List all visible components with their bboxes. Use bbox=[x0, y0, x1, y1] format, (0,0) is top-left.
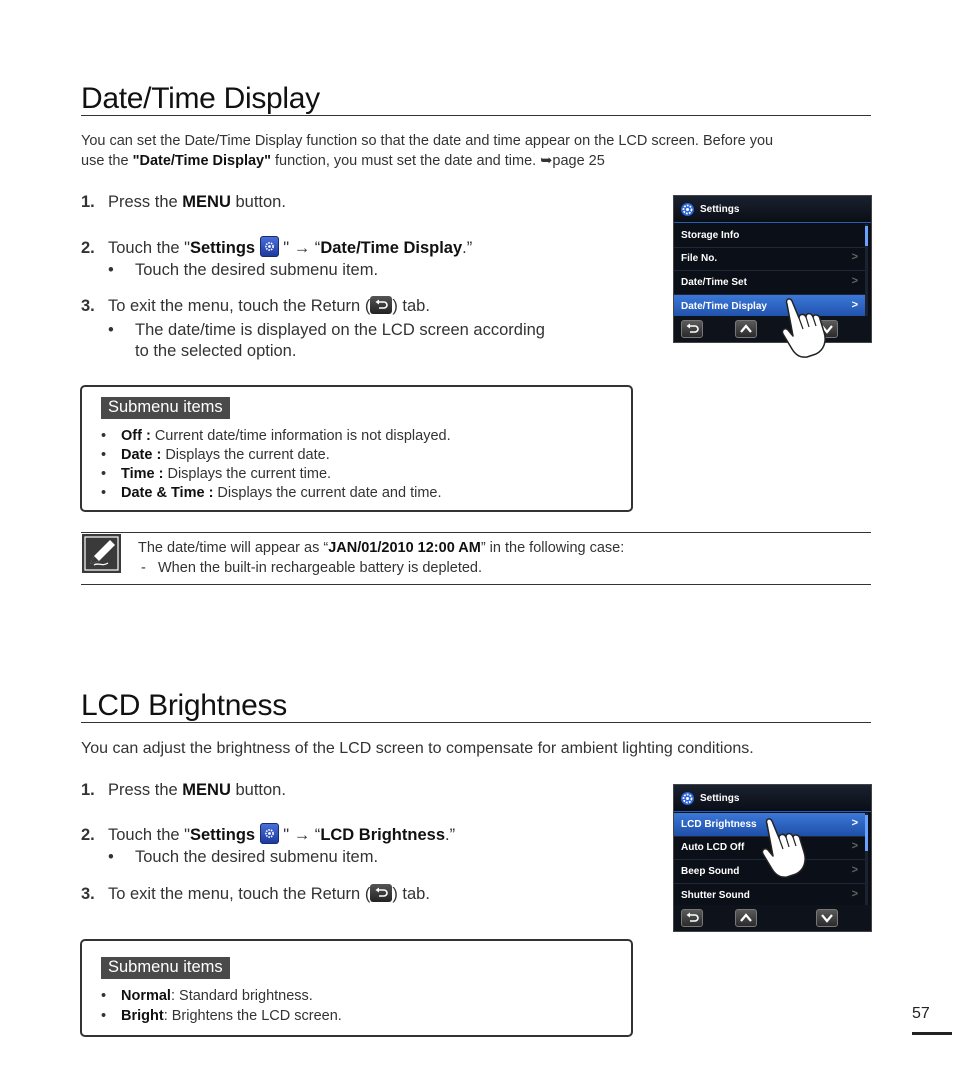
lcd-header-title: Settings bbox=[700, 204, 740, 215]
return-icon bbox=[370, 884, 392, 902]
sub-text: Touch the desired submenu item. bbox=[135, 261, 379, 279]
submenu-list bbox=[101, 427, 451, 503]
step-2 bbox=[81, 823, 455, 845]
note-default-date: JAN/01/2010 12:00 AM bbox=[328, 540, 481, 556]
step-text: " bbox=[278, 239, 294, 257]
sub-text: Touch the desired submenu item. bbox=[135, 848, 379, 866]
settings-gear-icon bbox=[260, 823, 279, 844]
step-number: 3. bbox=[81, 297, 95, 315]
intro-text: function, you must set the date and time. bbox=[271, 153, 541, 169]
sub-text: The date/time is displayed on the LCD screen according bbox=[135, 321, 545, 339]
chevron-down-icon bbox=[820, 912, 834, 924]
lcd-menu-item-label: Beep Sound bbox=[681, 866, 740, 877]
step-number: 1. bbox=[81, 193, 95, 211]
submenu-desc: : Standard brightness. bbox=[170, 988, 313, 1004]
submenu-items-badge: Submenu items bbox=[101, 397, 230, 419]
page-number-rule bbox=[912, 1032, 952, 1035]
step-text: Touch the " bbox=[108, 826, 190, 844]
submenu-desc: Displays the current date and time. bbox=[213, 485, 442, 501]
lcd-menu-item-label: LCD Brightness bbox=[681, 819, 757, 830]
bullet: • bbox=[108, 848, 114, 866]
arrow-icon: → bbox=[293, 826, 311, 844]
section-title-date-time-display: Date/Time Display bbox=[81, 82, 320, 115]
bullet: • bbox=[101, 447, 107, 463]
lcd-menu-item-label: File No. bbox=[681, 253, 718, 264]
lcd-menu-item-label: Storage Info bbox=[681, 230, 740, 241]
intro-line-1: You can set the Date/Time Display function so that the date and time appear on the LCD screen. Before you bbox=[81, 133, 774, 149]
lcd-footer bbox=[674, 905, 871, 931]
step-text: To exit the menu, touch the Return ( bbox=[108, 297, 371, 315]
note-top-rule bbox=[81, 532, 871, 533]
settings-gear-icon bbox=[260, 236, 279, 257]
lcd-menu-item-date-time-set[interactable] bbox=[674, 271, 866, 295]
step-text: button. bbox=[230, 193, 286, 211]
touch-hand-icon bbox=[755, 816, 815, 878]
step-text: " bbox=[278, 826, 294, 844]
lcd-settings-screenshot bbox=[673, 195, 872, 343]
submenu-term: Bright bbox=[121, 1008, 164, 1024]
step-number: 3. bbox=[81, 885, 95, 903]
lcd-scroll-down-button[interactable] bbox=[816, 909, 838, 927]
submenu-list bbox=[101, 986, 342, 1026]
chevron-right-icon: > bbox=[851, 864, 858, 876]
dash: - bbox=[141, 560, 146, 576]
note-bottom-rule bbox=[81, 584, 871, 585]
submenu-desc: Current date/time information is not displayed. bbox=[150, 428, 451, 444]
chevron-right-icon: > bbox=[851, 817, 858, 829]
intro-paragraph: You can adjust the brightness of the LCD screen to compensate for ambient lighting conditions. bbox=[81, 740, 754, 757]
menu-target-label: Date/Time Display bbox=[320, 239, 463, 257]
step-number: 2. bbox=[81, 826, 95, 844]
submenu-term: Time : bbox=[121, 466, 164, 482]
step-3 bbox=[81, 296, 430, 316]
note-item-text: When the built-in rechargeable battery is depleted. bbox=[158, 560, 483, 576]
lcd-return-button[interactable] bbox=[681, 320, 703, 338]
lcd-menu-item-label: Auto LCD Off bbox=[681, 842, 745, 853]
intro-bold: "Date/Time Display" bbox=[132, 153, 271, 169]
lcd-menu-item-storage-info[interactable] bbox=[674, 224, 866, 248]
step-text: Press the bbox=[108, 193, 183, 211]
bullet: • bbox=[101, 466, 107, 482]
return-icon bbox=[370, 296, 392, 314]
page-ref-arrow-icon: ➥ bbox=[540, 153, 553, 169]
submenu-box bbox=[80, 385, 633, 512]
bullet: • bbox=[101, 1008, 107, 1024]
submenu-item-off bbox=[101, 427, 451, 446]
note-text-part: ” in the following case: bbox=[480, 540, 625, 556]
step-3 bbox=[81, 884, 430, 904]
return-icon bbox=[685, 912, 699, 924]
lcd-header-title: Settings bbox=[700, 793, 740, 804]
step-text: “ bbox=[310, 826, 321, 844]
step-2-sub bbox=[108, 847, 378, 868]
gear-icon bbox=[680, 791, 695, 806]
step-2 bbox=[81, 236, 472, 258]
title-rule bbox=[81, 722, 871, 723]
lcd-footer bbox=[674, 316, 871, 342]
menu-button-label: MENU bbox=[182, 193, 231, 211]
submenu-box bbox=[80, 939, 633, 1037]
bullet: • bbox=[101, 428, 107, 444]
note-pencil-icon bbox=[82, 534, 121, 573]
chevron-right-icon: > bbox=[851, 251, 858, 263]
lcd-return-button[interactable] bbox=[681, 909, 703, 927]
lcd-menu-item-label: Date/Time Set bbox=[681, 277, 747, 288]
menu-target-label: LCD Brightness bbox=[320, 826, 445, 844]
step-text: “ bbox=[310, 239, 321, 257]
step-1 bbox=[81, 781, 286, 800]
intro-text: use the bbox=[81, 153, 133, 169]
chevron-right-icon: > bbox=[851, 888, 858, 900]
lcd-scroll-up-button[interactable] bbox=[735, 320, 757, 338]
submenu-term: Date : bbox=[121, 447, 162, 463]
sub-text: to the selected option. bbox=[135, 342, 297, 360]
settings-label: Settings bbox=[190, 239, 256, 257]
submenu-item-date-and-time bbox=[101, 484, 451, 503]
submenu-term: Date & Time : bbox=[121, 485, 214, 501]
lcd-menu-item-label: Shutter Sound bbox=[681, 890, 750, 901]
step-text: .” bbox=[445, 826, 456, 844]
step-text: To exit the menu, touch the Return ( bbox=[108, 885, 371, 903]
step-text: button. bbox=[230, 781, 286, 799]
return-icon bbox=[685, 323, 699, 335]
step-number: 2. bbox=[81, 239, 95, 257]
chevron-up-icon bbox=[739, 323, 753, 335]
gear-icon bbox=[680, 202, 695, 217]
lcd-menu-item-file-no[interactable] bbox=[674, 247, 866, 271]
page-reference: page 25 bbox=[552, 153, 605, 169]
submenu-item-time bbox=[101, 465, 451, 484]
note-item bbox=[141, 560, 482, 576]
page-number: 57 bbox=[912, 1005, 930, 1022]
submenu-item-date bbox=[101, 446, 451, 465]
intro-line-2 bbox=[81, 151, 881, 171]
step-text: .” bbox=[462, 239, 473, 257]
step-text: Touch the " bbox=[108, 239, 190, 257]
lcd-scroll-up-button[interactable] bbox=[735, 909, 757, 927]
lcd-scrollbar-thumb[interactable] bbox=[865, 226, 868, 246]
chevron-right-icon: > bbox=[851, 840, 858, 852]
bullet: • bbox=[108, 261, 114, 279]
note-text-part: The date/time will appear as “ bbox=[138, 540, 329, 556]
lcd-menu-item-label: Date/Time Display bbox=[681, 301, 767, 312]
submenu-term: Off : bbox=[121, 428, 151, 444]
step-2-sub bbox=[108, 260, 378, 281]
section-title-lcd-brightness: LCD Brightness bbox=[81, 689, 287, 722]
step-1 bbox=[81, 193, 286, 212]
bullet: • bbox=[108, 321, 114, 339]
chevron-right-icon: > bbox=[851, 299, 858, 311]
bullet: • bbox=[101, 988, 107, 1004]
intro-paragraph bbox=[81, 131, 881, 171]
arrow-icon: → bbox=[293, 239, 311, 257]
step-text: ) tab. bbox=[392, 297, 430, 315]
settings-label: Settings bbox=[190, 826, 256, 844]
step-3-sub bbox=[108, 320, 545, 362]
bullet: • bbox=[101, 485, 107, 501]
lcd-header bbox=[674, 785, 871, 812]
step-text: ) tab. bbox=[392, 885, 430, 903]
submenu-items-badge: Submenu items bbox=[101, 957, 230, 979]
menu-button-label: MENU bbox=[182, 781, 231, 799]
step-text: Press the bbox=[108, 781, 183, 799]
step-number: 1. bbox=[81, 781, 95, 799]
chevron-up-icon bbox=[739, 912, 753, 924]
submenu-term: Normal bbox=[121, 988, 171, 1004]
submenu-desc: : Brightens the LCD screen. bbox=[163, 1008, 342, 1024]
chevron-right-icon: > bbox=[851, 275, 858, 287]
touch-hand-icon bbox=[775, 296, 835, 358]
submenu-desc: Displays the current time. bbox=[163, 466, 332, 482]
title-rule bbox=[81, 115, 871, 116]
submenu-item-bright bbox=[101, 1006, 342, 1026]
lcd-scrollbar-thumb[interactable] bbox=[865, 815, 868, 851]
submenu-item-normal bbox=[101, 986, 342, 1006]
note-text bbox=[138, 540, 624, 556]
submenu-desc: Displays the current date. bbox=[161, 447, 330, 463]
lcd-header bbox=[674, 196, 871, 223]
